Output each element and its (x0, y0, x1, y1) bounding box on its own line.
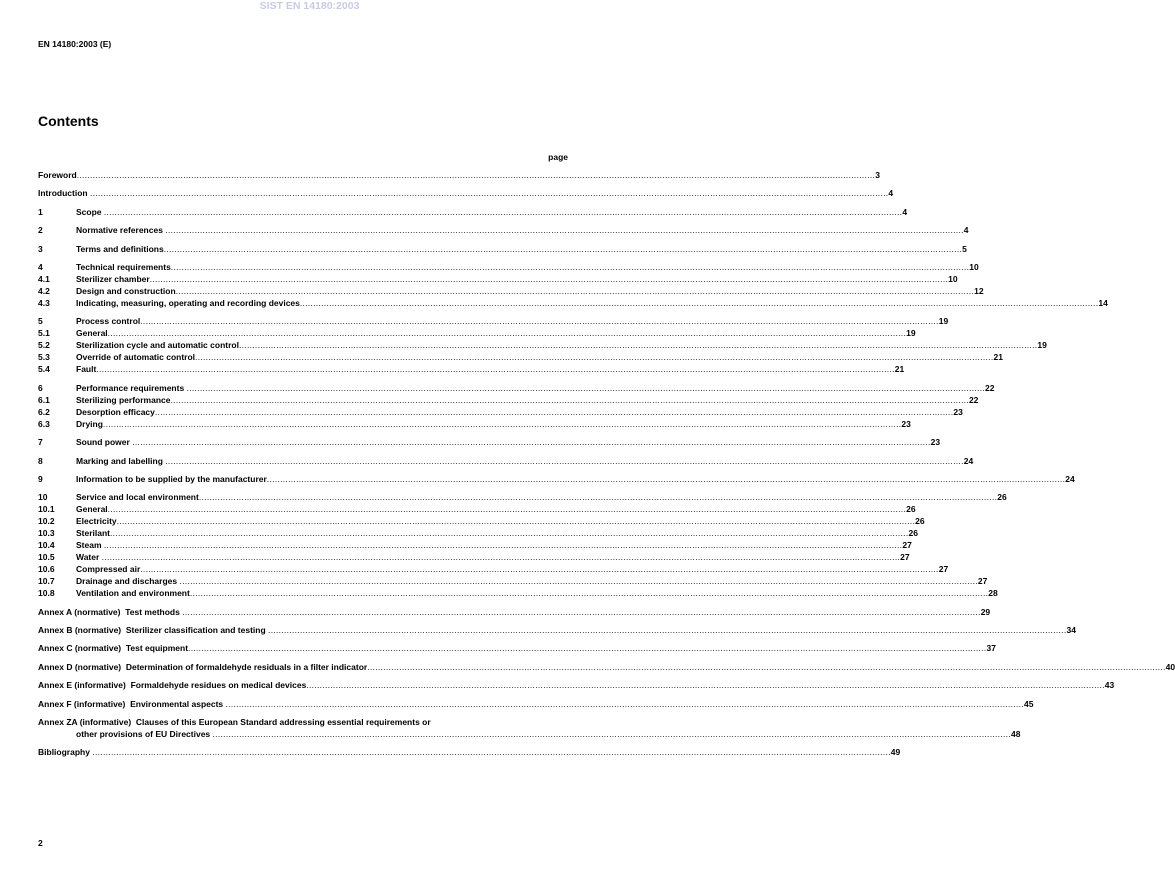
toc-entry-page: 3 (875, 170, 880, 180)
toc-entry[interactable] (38, 243, 967, 255)
toc-entry-title: Performance requirements (76, 382, 187, 393)
dot-leader: ............................................................................................................................................................................................................................................................................................................ (163, 243, 963, 254)
toc-entry-page: 4 (963, 225, 969, 236)
toc-entry-title: Design and construction (76, 285, 176, 296)
toc-entry[interactable] (38, 261, 979, 273)
dot-leader: ............................................................................................................................................................................................................................................................................................................ (299, 297, 1099, 308)
toc-entry-title: Ventilation and environment (76, 588, 190, 599)
toc-entry-title: Introduction (38, 188, 90, 199)
toc-entry-page: 24 (1065, 473, 1075, 484)
toc-entry-page: 26 (997, 492, 1007, 503)
dot-leader: ............................................................................................................................................................................................................................................................................................................ (107, 328, 907, 339)
toc-entry[interactable] (38, 394, 979, 406)
toc-entry-title: Electricity (76, 516, 117, 527)
toc-entry-title: other provisions of EU Directives (76, 729, 213, 740)
toc-entry[interactable] (38, 624, 1076, 636)
toc-entry-title: Annex A (normative) Test methods (38, 606, 183, 617)
page-column-label: page (548, 152, 568, 162)
toc-entry-title: Annex ZA (informative) Clauses of this European Standard addressing essential requirements or (38, 717, 431, 728)
toc-entry-title: Annex E (informative) Formaldehyde residues on medical devices (38, 680, 307, 691)
toc-entry[interactable] (38, 515, 925, 527)
toc-entry-page: 28 (988, 588, 998, 599)
dot-leader: ............................................................................................................................................................................................................................................................................................................ (170, 394, 969, 405)
dot-leader: ............................................................................................................................................................................................................................................................................................................ (188, 643, 987, 654)
toc-entry-title: Steam (76, 540, 104, 551)
toc-entry-page: 10 (948, 273, 958, 284)
toc-entry[interactable] (38, 473, 1075, 485)
toc-entry[interactable] (38, 716, 568, 728)
dot-leader: ............................................................................................................................................................................................................................................................................................................ (225, 698, 1024, 709)
toc-entry[interactable] (38, 418, 911, 430)
toc-entry-page: 27 (977, 576, 988, 587)
toc-entry-page: 19 (1037, 340, 1047, 351)
toc-entry-number: 10.4 (38, 540, 55, 551)
toc-entry-title: Annex B (normative) Sterilizer classification and testing (38, 625, 269, 636)
toc-entry-number: 5 (38, 316, 43, 327)
page-title: Contents (38, 113, 99, 129)
toc-entry-number: 6.1 (38, 394, 50, 405)
toc-entry-page: 23 (953, 406, 963, 417)
toc-entry[interactable] (38, 273, 958, 285)
dot-leader: ............................................................................................................................................................................................................................................................................................................ (140, 316, 939, 327)
toc-entry-title: Drying (76, 418, 103, 429)
toc-entry-title: Sterilization cycle and automatic control (76, 340, 239, 351)
toc-entry-title: Sterilant (76, 528, 111, 539)
toc-entry-number: 6.3 (38, 418, 50, 429)
toc-entry-number: 4.1 (38, 273, 50, 284)
toc-entry[interactable] (38, 339, 1047, 351)
toc-entry[interactable] (38, 728, 1021, 740)
toc-entry-title: Bibliography (38, 747, 93, 758)
toc-entry-title: Desorption efficacy (76, 406, 155, 417)
dot-leader: ............................................................................................................................................................................................................................................................................................................ (96, 364, 895, 375)
toc-entry-title: Annex F (informative) Environmental aspects (38, 698, 226, 709)
dot-leader: ............................................................................................................................................................................................................................................................................................................ (238, 340, 1038, 351)
toc-entry-number: 5.2 (38, 340, 50, 351)
dot-leader: ............................................................................................................................................................................................................................................................................................................ (103, 206, 903, 217)
toc-entry-page: 27 (938, 564, 949, 575)
dot-leader: ............................................................................................................................................................................................................................................................................................................ (170, 261, 970, 272)
toc-entry[interactable] (38, 539, 912, 551)
dot-leader: ............................................................................................................................................................................................................................................................................................................ (189, 588, 989, 599)
dot-leader: ............................................................................................................................................................................................................................................................................................................ (110, 528, 909, 539)
toc-entry-number: 10.6 (38, 564, 55, 575)
toc-entry-page: 21 (993, 352, 1003, 363)
toc-entry-title: Override of automatic control (76, 352, 196, 363)
toc-entry-title: Fault (76, 364, 97, 375)
dot-leader: ............................................................................................................................................................................................................................................................................................................ (182, 606, 981, 617)
toc-entry-title: Normative references (76, 225, 166, 236)
toc-entry-title: Sterilizer chamber (76, 273, 150, 284)
toc-entry-page: 14 (1098, 297, 1108, 308)
toc-entry-page: 45 (1023, 698, 1034, 709)
toc-entry-title: General (76, 504, 108, 515)
toc-entry-page: 4 (888, 188, 894, 199)
toc-entry-page: 29 (980, 606, 991, 617)
toc-entry-title: Scope (76, 206, 104, 217)
toc-entry-title: Drainage and discharges (76, 576, 180, 587)
toc-entry-title: Annex C (normative) Test equipment (38, 643, 189, 654)
toc-entry-number: 10.8 (38, 588, 55, 599)
toc-entry-page: 23 (901, 418, 911, 429)
toc-entry-page: 37 (986, 643, 996, 654)
toc-entry[interactable] (38, 363, 905, 375)
toc-entry-number: 8 (38, 455, 43, 466)
toc-entry-page: 40 (1165, 661, 1175, 672)
toc-entry[interactable] (38, 315, 949, 327)
toc-entry-title: Information to be supplied by the manufacturer (76, 473, 267, 484)
toc-entry-page: 10 (969, 261, 979, 272)
toc-entry-page: 43 (1104, 680, 1115, 691)
toc-entry-number: 4 (38, 261, 43, 272)
toc-entry-number: 10.7 (38, 576, 55, 587)
toc-entry[interactable] (38, 224, 969, 236)
toc-entry-number: 10 (38, 492, 48, 503)
toc-entry-number: 5.4 (38, 364, 50, 375)
dot-leader: ............................................................................................................................................................................................................................................................................................................ (198, 492, 998, 503)
toc-entry-page: 26 (915, 516, 925, 527)
toc-entry[interactable] (38, 661, 1175, 673)
toc-entry[interactable] (38, 206, 908, 218)
toc-entry-page: 49 (890, 747, 901, 758)
dot-leader: ............................................................................................................................................................................................................................................................................................................ (175, 285, 975, 296)
toc-entry-number: 3 (38, 243, 43, 254)
toc-entry-page: 26 (908, 528, 918, 539)
dot-leader: ............................................................................................................................................................................................................................................................................................................ (101, 552, 901, 563)
toc-entry[interactable] (38, 642, 996, 654)
dot-leader: ............................................................................................................................................................................................................................................................................................................ (212, 729, 1011, 740)
toc-entry-page: 27 (900, 552, 910, 563)
toc-entry-page: 19 (906, 328, 916, 339)
toc-entry[interactable] (38, 679, 1115, 691)
dot-leader: ............................................................................................................................................................................................................................................................................................................ (266, 473, 1066, 484)
toc-entry-title: Service and local environment (76, 492, 199, 503)
toc-entry[interactable] (38, 606, 991, 618)
toc-entry-number: 4.3 (38, 297, 50, 308)
dot-leader: ............................................................................................................................................................................................................................................................................................................ (149, 273, 949, 284)
toc-entry-title: General (76, 328, 108, 339)
toc-entry[interactable] (38, 169, 880, 181)
toc-entry-number: 7 (38, 437, 43, 448)
toc-entry-number: 10.5 (38, 552, 55, 563)
dot-leader: ............................................................................................................................................................................................................................................................................................................ (154, 406, 954, 417)
toc-entry-title: Marking and labelling (76, 455, 166, 466)
toc-entry[interactable] (38, 382, 995, 394)
toc-entry-number: 10.3 (38, 528, 55, 539)
toc-entry-page: 21 (894, 364, 905, 375)
toc-entry-title: Terms and definitions (76, 243, 164, 254)
dot-leader: ............................................................................................................................................................................................................................................................................................................ (92, 747, 891, 758)
toc-entry-page: 24 (963, 455, 974, 466)
toc-entry-title: Foreword (38, 170, 77, 180)
watermark: SIST EN 14180:2003 (259, 0, 360, 12)
dot-leader: ............................................................................................................................................................................................................................................................................................................ (76, 170, 876, 180)
dot-leader: ............................................................................................................................................................................................................................................................................................................ (102, 418, 902, 429)
toc-entry-page: 12 (974, 285, 984, 296)
dot-leader: ............................................................................................................................................................................................................................................................................................................ (107, 504, 907, 515)
toc-entry-title: Compressed air (76, 564, 141, 575)
dot-leader: ............................................................................................................................................................................................................................................................................................................ (165, 455, 964, 466)
toc-entry-number: 1 (38, 206, 43, 217)
dot-leader: ............................................................................................................................................................................................................................................................................................................ (116, 516, 916, 527)
toc-entry-page: 19 (938, 316, 949, 327)
toc-entry-number: 4.2 (38, 285, 50, 296)
dot-leader: ............................................................................................................................................................................................................................................................................................................ (140, 564, 939, 575)
toc-entry[interactable] (38, 527, 918, 539)
dot-leader: ............................................................................................................................................................................................................................................................................................................ (165, 225, 964, 236)
toc-entry-title: Water (76, 552, 102, 563)
toc-entry[interactable] (38, 563, 949, 575)
toc-entry-number: 5.1 (38, 328, 50, 339)
toc-entry[interactable] (38, 575, 988, 587)
toc-entry-number: 6 (38, 382, 43, 393)
toc-entry[interactable] (38, 503, 916, 515)
dot-leader: ............................................................................................................................................................................................................................................................................................................ (268, 625, 1067, 636)
toc-entry-number: 9 (38, 473, 43, 484)
toc-entry-page: 4 (902, 206, 908, 217)
toc-entry[interactable] (38, 436, 941, 448)
toc-entry-title: Indicating, measuring, operating and recording devices (76, 297, 300, 308)
toc-entry[interactable] (38, 187, 894, 199)
toc-entry[interactable] (38, 351, 1003, 363)
document-header: EN 14180:2003 (E) (38, 39, 112, 49)
dot-leader: ............................................................................................................................................................................................................................................................................................................ (103, 540, 903, 551)
toc-entry-page: 22 (968, 394, 979, 405)
toc-entry-page: 5 (962, 243, 967, 254)
dot-leader: ............................................................................................................................................................................................................................................................................................................ (367, 661, 1166, 672)
toc-entry-number: 5.3 (38, 352, 50, 363)
toc-entry[interactable] (38, 406, 963, 418)
toc-entry-title: Process control (76, 316, 141, 327)
dot-leader: ............................................................................................................................................................................................................................................................................................................ (306, 680, 1105, 691)
toc-entry[interactable] (38, 455, 974, 467)
toc-entry-page: 22 (985, 382, 995, 393)
toc-entry-number: 2 (38, 225, 43, 236)
toc-entry-page: 27 (902, 540, 912, 551)
toc-entry[interactable] (38, 587, 998, 599)
dot-leader: ............................................................................................................................................................................................................................................................................................................ (132, 437, 931, 448)
toc-entry-title: Sound power (76, 437, 133, 448)
toc-entry[interactable] (38, 327, 916, 339)
page-number: 2 (38, 838, 43, 848)
toc-entry-number: 10.1 (38, 504, 55, 515)
toc-entry-title: Technical requirements (76, 261, 171, 272)
dot-leader: ............................................................................................................................................................................................................................................................................................................ (179, 576, 978, 587)
toc-entry-number: 6.2 (38, 406, 50, 417)
toc-entry-title: Annex D (normative) Determination of formaldehyde residuals in a filter indicator (38, 661, 368, 672)
dot-leader: ............................................................................................................................................................................................................................................................................................................ (195, 352, 994, 363)
dot-leader: ............................................................................................................................................................................................................................................................................................................ (89, 188, 889, 199)
toc-entry-page: 26 (906, 504, 916, 515)
toc-entry[interactable] (38, 297, 1108, 309)
table-of-contents (38, 169, 1175, 758)
toc-entry-number: 10.2 (38, 516, 55, 527)
toc-entry-title: Sterilizing performance (76, 394, 171, 405)
toc-entry-page: 34 (1066, 625, 1076, 636)
toc-entry-page: 48 (1010, 729, 1021, 740)
toc-entry[interactable] (38, 551, 910, 563)
toc-entry[interactable] (38, 746, 901, 758)
toc-entry[interactable] (38, 285, 984, 297)
toc-entry[interactable] (38, 698, 1034, 710)
dot-leader: ............................................................................................................................................................................................................................................................................................................ (186, 382, 986, 393)
toc-entry[interactable] (38, 491, 1007, 503)
toc-entry-page: 23 (930, 437, 941, 448)
